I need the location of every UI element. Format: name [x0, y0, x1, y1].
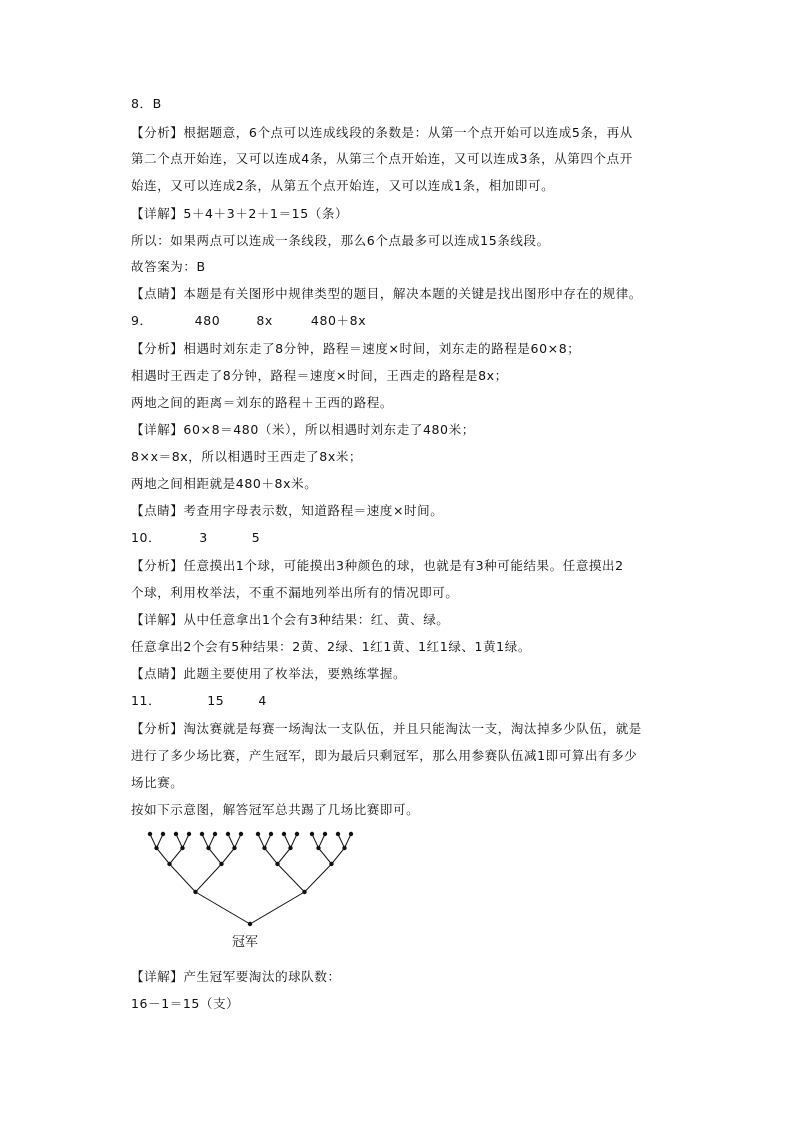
- bracket-edge: [258, 834, 265, 848]
- q10-answer-2: 5: [251, 530, 261, 545]
- bracket-edge: [319, 834, 326, 848]
- q9-header: [131, 312, 671, 330]
- q11-analysis-line2: 进行了多少场比赛，产生冠军，即为最后只剩冠军，那么用参赛队伍减1即可算出有多少: [131, 748, 638, 763]
- bracket-node: [187, 832, 191, 836]
- bracket-edge: [265, 834, 272, 848]
- bracket-edge: [196, 864, 222, 892]
- q10-number: 10．: [131, 530, 162, 545]
- bracket-lines: [150, 834, 351, 924]
- bracket-node: [193, 890, 197, 894]
- bracket-edge: [170, 864, 196, 892]
- champion-label: 冠军: [232, 935, 259, 950]
- bracket-node: [232, 846, 236, 850]
- bracket-edge: [265, 848, 278, 864]
- q8-analysis-line1: 【分析】根据题意，6个点可以连成线段的条数是：从第一个点开始可以连成5条，再从: [131, 125, 633, 140]
- q10-analysis-line2: 个球，利用枚举法，不重不漏地列举出所有的情况即可。: [131, 585, 459, 600]
- q8-detail-line2: 所以：如果两点可以连成一条线段，那么6个点最多可以连成15条线段。: [131, 233, 550, 248]
- q11-answer-1: 15: [207, 693, 225, 708]
- bracket-edge: [176, 834, 183, 848]
- q9-answer-2: 8x: [256, 313, 273, 328]
- bracket-node: [154, 846, 158, 850]
- q9-answer-1: 480: [194, 313, 221, 328]
- q9-analysis-line3: 两地之间的距离＝刘东的路程＋王西的路程。: [131, 395, 394, 410]
- q11-detail-line2: 16－1＝15（支）: [131, 996, 240, 1011]
- q9-number: 9．: [131, 313, 153, 328]
- bracket-node: [282, 832, 286, 836]
- bracket-edge: [278, 848, 291, 864]
- q10-answer-1: 3: [199, 530, 208, 545]
- q10-detail-line2: 任意拿出2个会有5种结果：2黄、2绿、1红1黄、1红1绿、1黄1绿。: [131, 639, 531, 654]
- bracket-edge: [338, 834, 345, 848]
- bracket-edge: [250, 892, 305, 924]
- q11-analysis-line1: 【分析】淘汰赛就是每赛一场淘汰一支队伍，并且只能淘汰一支，淘汰掉多少队伍，就是: [131, 721, 642, 736]
- bracket-edge: [345, 834, 352, 848]
- bracket-node: [316, 846, 320, 850]
- q9-detail-line2: 8×x＝8x，所以相遇时王西走了8x米；: [131, 449, 363, 464]
- bracket-node: [213, 832, 217, 836]
- tournament-bracket-diagram: [140, 826, 370, 931]
- bracket-node: [262, 846, 266, 850]
- q9-detail-line3: 两地之间相距就是480＋8x米。: [131, 476, 318, 491]
- q8-comment: 【点睛】本题是有关图形中规律类型的题目，解决本题的关键是找出图形中存在的规律。: [131, 286, 642, 301]
- bracket-edge: [183, 834, 190, 848]
- q8-detail-line3: 故答案为：B: [131, 259, 206, 274]
- bracket-nodes: [148, 832, 353, 926]
- q10-header: [131, 529, 671, 547]
- bracket-edge: [319, 848, 332, 864]
- q11-answer-2: 4: [258, 693, 267, 708]
- bracket-edge: [157, 834, 164, 848]
- bracket-node: [295, 832, 299, 836]
- bracket-node: [349, 832, 353, 836]
- bracket-node: [219, 862, 223, 866]
- q11-number: 11．: [131, 693, 162, 708]
- bracket-edge: [202, 834, 209, 848]
- q10-detail-line1: 【详解】从中任意拿出1个会有3种结果：红、黄、绿。: [131, 612, 450, 627]
- bracket-node: [174, 832, 178, 836]
- bracket-node: [310, 832, 314, 836]
- bracket-node: [161, 832, 165, 836]
- bracket-node: [226, 832, 230, 836]
- bracket-node: [256, 832, 260, 836]
- bracket-node: [248, 922, 252, 926]
- q11-detail-line1: 【详解】产生冠军要淘汰的球队数：: [131, 969, 341, 984]
- bracket-edge: [222, 848, 235, 864]
- q10-analysis-line1: 【分析】任意摸出1个球，可能摸出3种颜色的球，也就是有3种可能结果。任意摸出2: [131, 558, 624, 573]
- q8-analysis-line3: 始连，又可以连成2条，从第五个点开始连，又可以连成1条，相加即可。: [131, 178, 555, 193]
- q10-comment: 【点睛】此题主要使用了枚举法，要熟练掌握。: [131, 666, 407, 681]
- bracket-node: [269, 832, 273, 836]
- q11-diagram-intro: 按如下示意图，解答冠军总共踢了几场比赛即可。: [131, 802, 420, 817]
- bracket-edge: [235, 834, 242, 848]
- bracket-edge: [150, 834, 157, 848]
- bracket-node: [148, 832, 152, 836]
- bracket-edge: [209, 848, 222, 864]
- bracket-edge: [284, 834, 291, 848]
- q8-analysis-line2: 第二个点开始连，又可以连成4条，从第三个点开始连，又可以连成3条，从第四个点开: [131, 151, 633, 166]
- bracket-edge: [228, 834, 235, 848]
- bracket-node: [200, 832, 204, 836]
- bracket-edge: [305, 864, 332, 892]
- bracket-node: [342, 846, 346, 850]
- bracket-node: [336, 832, 340, 836]
- bracket-edge: [196, 892, 251, 924]
- bracket-node: [167, 862, 171, 866]
- bracket-node: [275, 862, 279, 866]
- q11-analysis-line3: 场比赛。: [131, 775, 184, 790]
- q9-comment: 【点睛】考查用字母表示数，知道路程＝速度×时间。: [131, 503, 444, 518]
- q9-analysis-line1: 【分析】相遇时刘东走了8分钟，路程＝速度×时间，刘东走的路程是60×8；: [131, 341, 581, 356]
- q11-header: [131, 692, 671, 710]
- bracket-edge: [157, 848, 170, 864]
- bracket-edge: [170, 848, 183, 864]
- bracket-node: [180, 846, 184, 850]
- bracket-node: [323, 832, 327, 836]
- q8-number: 8．B: [131, 96, 162, 111]
- q9-analysis-line2: 相遇时王西走了8分钟，路程＝速度×时间，王西走的路程是8x；: [131, 368, 508, 383]
- bracket-node: [302, 890, 306, 894]
- bracket-edge: [332, 848, 345, 864]
- bracket-node: [288, 846, 292, 850]
- bracket-edge: [312, 834, 319, 848]
- q9-answer-3: 480＋8x: [310, 313, 367, 328]
- q8-detail-line1: 【详解】5＋4＋3＋2＋1＝15（条）: [131, 206, 349, 221]
- bracket-edge: [291, 834, 298, 848]
- bracket-edge: [278, 864, 305, 892]
- bracket-node: [206, 846, 210, 850]
- bracket-node: [239, 832, 243, 836]
- bracket-edge: [209, 834, 216, 848]
- q9-detail-line1: 【详解】60×8＝480（米），所以相遇时刘东走了480米；: [131, 422, 475, 437]
- bracket-node: [329, 862, 333, 866]
